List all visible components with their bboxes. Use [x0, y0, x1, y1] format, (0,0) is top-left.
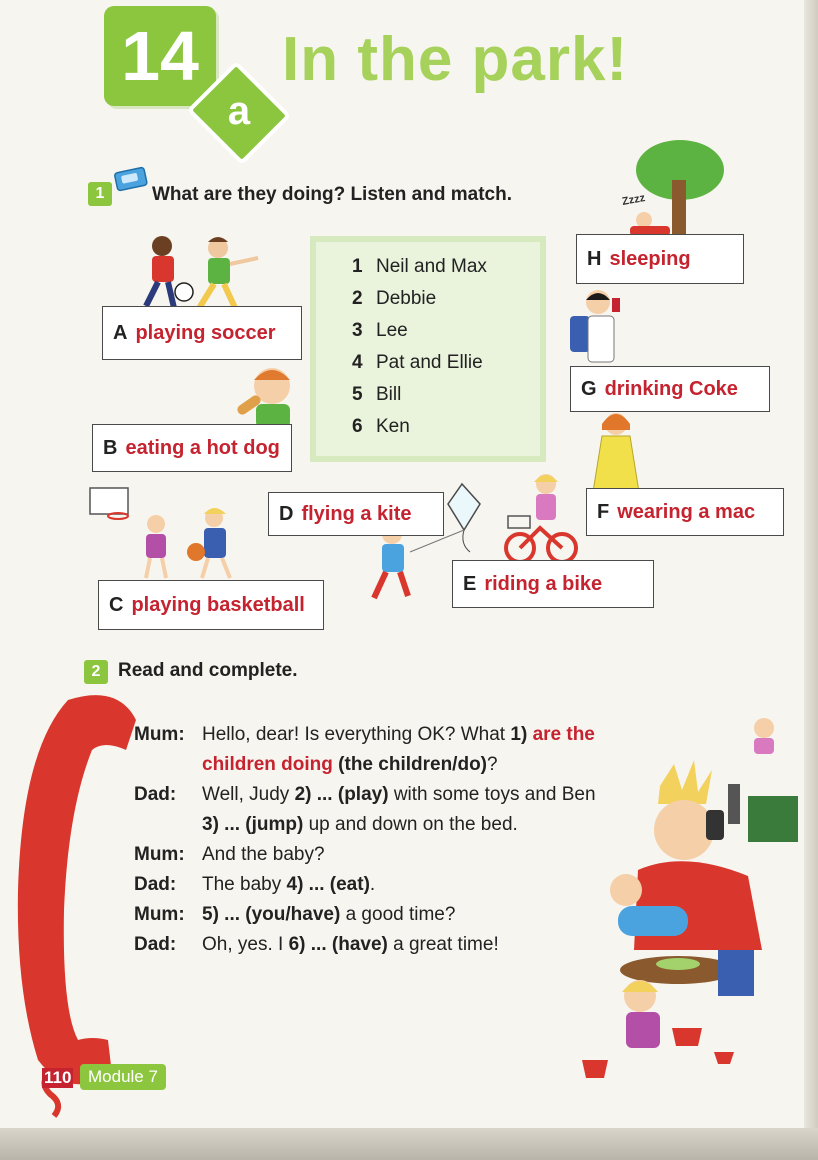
dialogue-line: Mum: 5) ... (you/have) a good time?: [134, 904, 456, 925]
list-item: 2 Debbie: [352, 288, 437, 309]
family-chaos-illustration: [578, 700, 804, 1090]
page-bottom-edge: [0, 1128, 818, 1160]
label-a: A playing soccer: [102, 306, 302, 360]
exercise-1-instruction: What are they doing? Listen and match.: [152, 184, 512, 205]
sleeping-boy-tree-illustration: [610, 140, 728, 244]
list-item: 1 Neil and Max: [352, 256, 487, 277]
hot-dog-boy-illustration: [232, 360, 302, 430]
basketball-players-illustration: [88, 488, 248, 582]
zzz-text: Zzzz: [621, 192, 647, 208]
label-f: F wearing a mac: [586, 488, 784, 536]
exercise-1-number: 1: [88, 182, 112, 206]
label-d: D flying a kite: [268, 492, 444, 536]
list-item: 3 Lee: [352, 320, 408, 341]
dialogue-line: Dad: Well, Judy 2) ... (play) with some toys and Ben: [134, 784, 596, 805]
bike-girl-illustration: [500, 470, 580, 566]
page-number: 110: [44, 1068, 72, 1087]
label-h: H sleeping: [576, 234, 744, 284]
unit-letter: a: [227, 89, 251, 133]
label-b: B eating a hot dog: [92, 424, 292, 472]
telephone-receiver-illustration: [8, 690, 148, 1120]
list-item: 6 Ken: [352, 416, 410, 437]
dialogue-line: 3) ... (jump) up and down on the bed.: [202, 814, 518, 835]
drinking-boy-illustration: [568, 286, 638, 368]
dialogue-line: Dad: Oh, yes. I 6) ... (have) a great time!: [134, 934, 499, 955]
label-e: E riding a bike: [452, 560, 654, 608]
module-label: Module 7: [80, 1064, 166, 1090]
dialogue-line: Dad: The baby 4) ... (eat).: [134, 874, 376, 895]
page-title: In the park!: [282, 25, 629, 94]
page-edge: [804, 0, 818, 1160]
dialogue-line: children doing (the children/do)?: [202, 754, 498, 775]
dialogue-line: Mum: And the baby?: [134, 844, 325, 865]
label-c: C playing basketball: [98, 580, 324, 630]
list-item: 4 Pat and Ellie: [352, 352, 483, 373]
exercise-2-number: 2: [84, 660, 108, 684]
dialogue-line: Mum: Hello, dear! Is everything OK? What 1) are the: [134, 724, 595, 745]
unit-number: 14: [121, 17, 199, 95]
list-item: 5 Bill: [352, 384, 402, 405]
exercise-2-instruction: Read and complete.: [118, 660, 298, 681]
cd-audio-icon: [114, 168, 148, 192]
label-g: G drinking Coke: [570, 366, 770, 412]
